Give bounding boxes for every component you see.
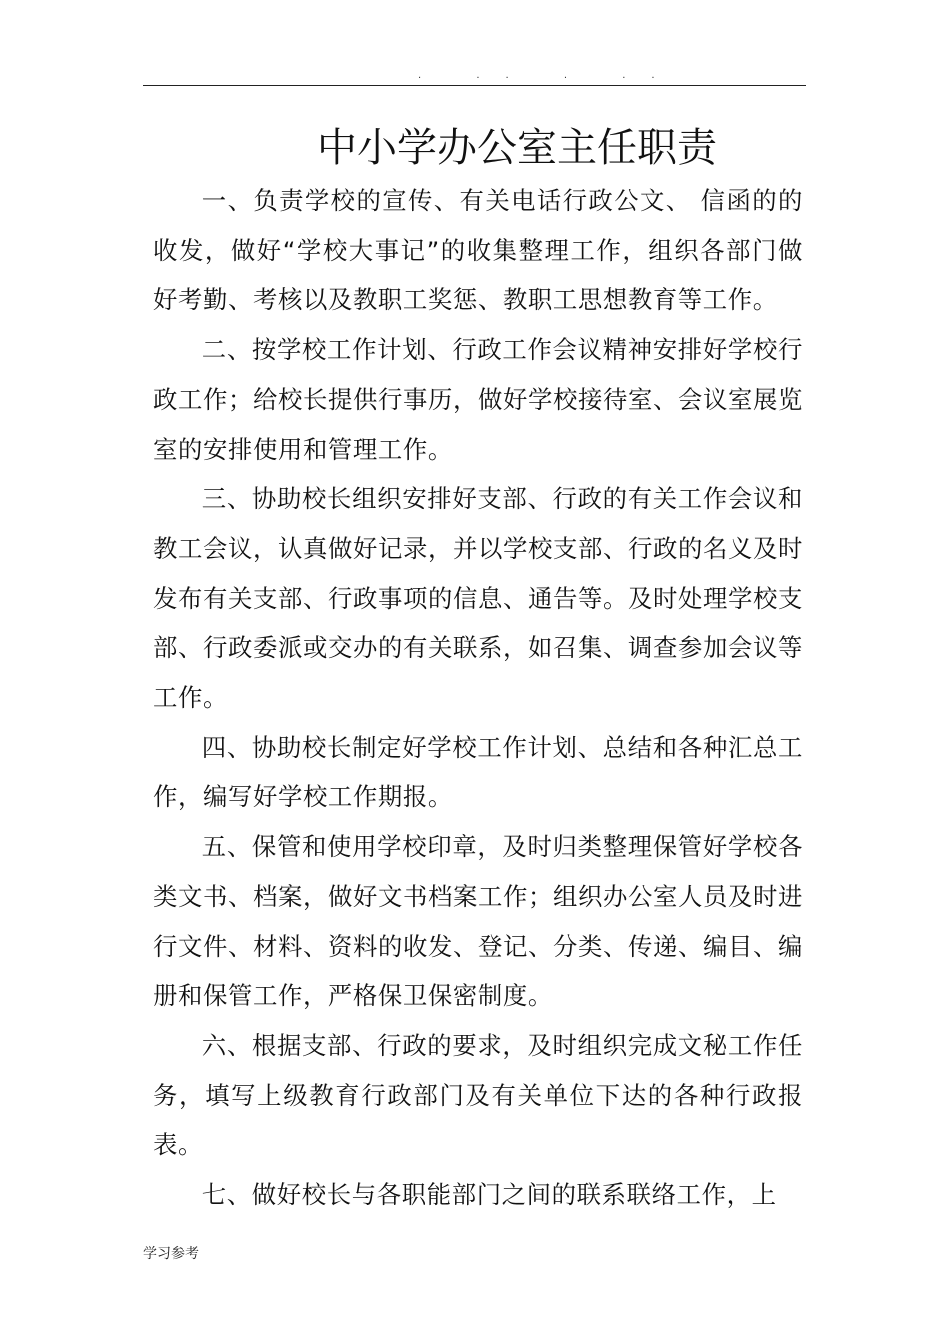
paragraph-3: 三、协助校长组织安排好支部、行政的有关工作会议和教工会议，认真做好记录，并以学校支部、行政的名义及时发布有关支部、行政事项的信息、通告等。及时处理学校支部、行政委派或交办的有关联系，如召集、调查参加会议等工作。 bbox=[153, 484, 803, 713]
document-body bbox=[153, 176, 803, 1220]
header-dots: . .. . .. bbox=[418, 70, 681, 81]
paragraph-5: 五、保管和使用学校印章，及时归类整理保管好学校各类文书、档案，做好文书档案工作；组织办公室人员及时进行文件、材料、资料的收发、登记、分类、传递、编目、编册和保管工作，严格保卫保密制度。 bbox=[153, 832, 803, 1011]
document-title: 中小学办公室主任职责 bbox=[317, 125, 717, 171]
paragraph-6: 六、根据支部、行政的要求，及时组织完成文秘工作任务，填写上级教育行政部门及有关单位下达的各种行政报表。 bbox=[153, 1030, 803, 1160]
footer-label: 学习参考 bbox=[143, 1246, 199, 1262]
paragraph-1: 一、负责学校的宣传、有关电话行政公文、 信函的的收发，做好“学校大事记”的收集整理工作，组织各部门做好考勤、考核以及教职工奖惩、教职工思想教育等工作。 bbox=[153, 186, 803, 315]
header-rule bbox=[143, 85, 806, 86]
paragraph-7: 七、做好校长与各职能部门之间的联系联络工作，上 bbox=[201, 1180, 777, 1210]
paragraph-2: 二、按学校工作计划、行政工作会议精神安排好学校行政工作；给校长提供行事历，做好学校接待室、会议室展览室的安排使用和管理工作。 bbox=[153, 335, 803, 464]
paragraph-4: 四、协助校长制定好学校工作计划、总结和各种汇总工作，编写好学校工作期报。 bbox=[153, 732, 803, 812]
